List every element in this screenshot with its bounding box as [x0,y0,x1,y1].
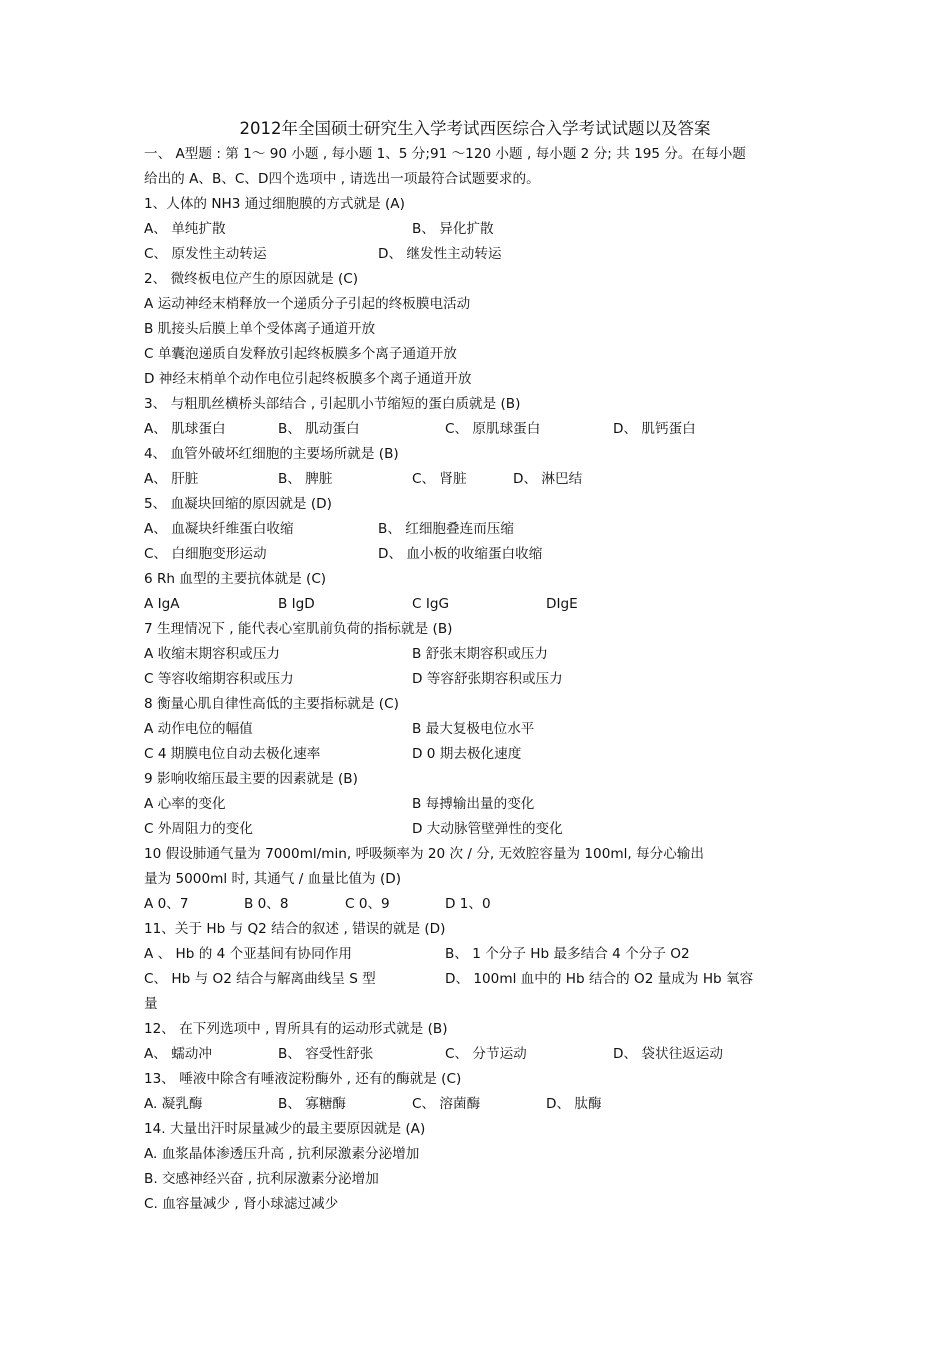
question-12-stem: 12、 在下列选项中 , 胃所具有的运动形式就是 (B) [144,1021,448,1037]
question-6-stem: 6 Rh 血型的主要抗体就是 (C) [144,571,327,587]
option-b: B、 脾脏 [278,471,333,487]
question-10-stem-continued: 量为 5000ml 时, 其通气 / 血量比值为 (D) [144,871,402,887]
question-8-stem: 8 衡量心肌自律性高低的主要指标就是 (C) [144,696,399,712]
question-14-option-c: C. 血容量减少 , 肾小球滤过减少 [144,1196,339,1212]
question-1-stem: 1、人体的 NH3 通过细胞膜的方式就是 (A) [144,196,405,212]
option-a: A 、 Hb 的 4 个亚基间有协同作用 [144,946,352,962]
option-d: DIgE [546,596,578,612]
question-13-stem: 13、 唾液中除含有唾液淀粉酶外 , 还有的酶就是 (C) [144,1071,462,1087]
option-b: B、 寡糖酶 [278,1096,347,1112]
option-d: D 0 期去极化速度 [412,746,522,762]
option-a: A、 单纯扩散 [144,221,226,237]
question-11-option-d-tail: 量 [144,996,158,1012]
option-d: D、 继发性主动转运 [378,246,502,262]
question-2-option-a: A 运动神经末梢释放一个递质分子引起的终板膜电活动 [144,296,471,312]
question-10-stem: 10 假设肺通气量为 7000ml/min, 呼吸频率为 20 次 / 分, 无效腔容量为 100ml, 每分心输出 [144,846,704,862]
option-b: B、 红细胞叠连而压缩 [378,521,514,537]
option-c: C IgG [412,596,449,612]
option-d: D、 血小板的收缩蛋白收缩 [378,546,543,562]
question-5-stem: 5、 血凝块回缩的原因就是 (D) [144,496,332,512]
option-a: A 0、7 [144,896,189,912]
option-a: A IgA [144,596,180,612]
option-c: C、 原肌球蛋白 [445,421,541,437]
option-a: A、 血凝块纤维蛋白收缩 [144,521,294,537]
option-a: A 收缩末期容积或压力 [144,646,280,662]
option-d: D、 淋巴结 [513,471,583,487]
option-d: D 1、0 [445,896,491,912]
option-d: D、 袋状往返运动 [613,1046,723,1062]
question-3-stem: 3、 与粗肌丝横桥头部结合 , 引起肌小节缩短的蛋白质就是 (B) [144,396,521,412]
option-c: C、 原发性主动转运 [144,246,267,262]
question-7-stem: 7 生理情况下 , 能代表心室肌前负荷的指标就是 (B) [144,621,453,637]
option-c: C、 肾脏 [412,471,467,487]
option-c: C 0、9 [345,896,390,912]
question-9-stem: 9 影响收缩压最主要的因素就是 (B) [144,771,358,787]
option-a: A 心率的变化 [144,796,226,812]
option-b: B 0、8 [244,896,289,912]
option-a: A、 肌球蛋白 [144,421,226,437]
option-d: D、 肽酶 [546,1096,602,1112]
option-b: B 最大复极电位水平 [412,721,535,737]
option-b: B 舒张末期容积或压力 [412,646,548,662]
option-a: A、 蠕动冲 [144,1046,212,1062]
option-d: D、 100ml 血中的 Hb 结合的 O2 量成为 Hb 氧容 [445,971,754,987]
question-14-stem: 14. 大量出汗时尿量减少的最主要原因就是 (A) [144,1121,426,1137]
question-14-option-a: A. 血浆晶体渗透压升高 , 抗利尿激素分泌增加 [144,1146,420,1162]
option-c: C 外周阻力的变化 [144,821,253,837]
document-title: 2012年全国硕士研究生入学考试西医综合入学考试试题以及答案 [239,119,711,138]
question-2-option-b: B 肌接头后膜上单个受体离子通道开放 [144,321,376,337]
option-c: C、 白细胞变形运动 [144,546,267,562]
question-2-option-d: D 神经末梢单个动作电位引起终板膜多个离子通道开放 [144,371,472,387]
option-b: B、 容受性舒张 [278,1046,374,1062]
option-b: B、 1 个分子 Hb 最多结合 4 个分子 O2 [445,946,690,962]
option-c: C、 Hb 与 O2 结合与解离曲线呈 S 型 [144,971,376,987]
option-c: C 4 期膜电位自动去极化速率 [144,746,321,762]
option-d: D 等容舒张期容积或压力 [412,671,563,687]
question-11-stem: 11、关于 Hb 与 Q2 结合的叙述 , 错误的就是 (D) [144,921,446,937]
option-b: B、 异化扩散 [412,221,494,237]
option-a: A. 凝乳酶 [144,1096,203,1112]
intro-line-1: 一、 A型题 : 第 1～ 90 小题 , 每小题 1、5 分;91 ～120 小题 , 每小题 2 分; 共 195 分。在每小题 [144,146,746,162]
option-c: C 等容收缩期容积或压力 [144,671,294,687]
option-b: B、 肌动蛋白 [278,421,360,437]
option-d: D、 肌钙蛋白 [613,421,696,437]
option-a: A、 肝脏 [144,471,199,487]
intro-line-2: 给出的 A、B、C、D四个选项中 , 请选出一项最符合试题要求的。 [144,171,540,187]
option-c: C、 溶菌酶 [412,1096,481,1112]
option-d: D 大动脉管壁弹性的变化 [412,821,563,837]
option-a: A 动作电位的幅值 [144,721,253,737]
option-c: C、 分节运动 [445,1046,527,1062]
option-b: B 每搏输出量的变化 [412,796,535,812]
question-14-option-b: B. 交感神经兴奋 , 抗利尿激素分泌增加 [144,1171,379,1187]
question-2-option-c: C 单囊泡递质自发释放引起终板膜多个离子通道开放 [144,346,457,362]
option-b: B IgD [278,596,315,612]
question-2-stem: 2、 微终板电位产生的原因就是 (C) [144,271,359,287]
question-4-stem: 4、 血管外破坏红细胞的主要场所就是 (B) [144,446,399,462]
